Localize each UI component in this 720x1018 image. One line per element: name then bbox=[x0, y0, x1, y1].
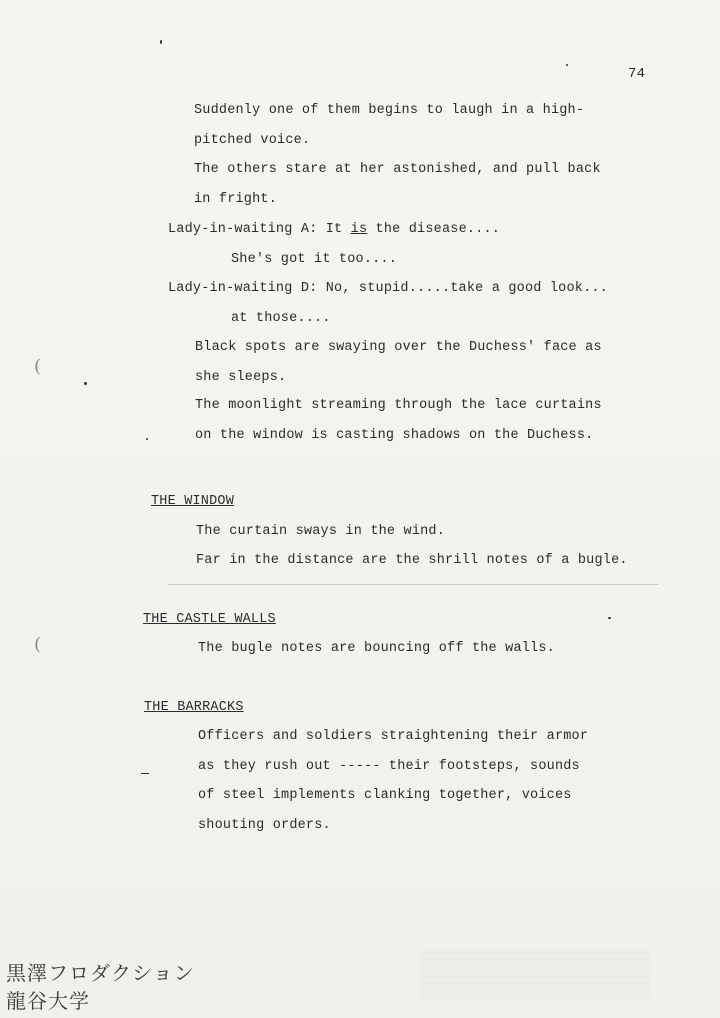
script-line: in fright. bbox=[194, 192, 278, 207]
watermark-line: 黒澤フロダクション bbox=[6, 961, 195, 985]
paper-speck bbox=[141, 773, 149, 774]
paper-speck bbox=[566, 64, 568, 66]
script-line: as they rush out ----- their footsteps, sounds bbox=[198, 759, 580, 774]
script-line: The others stare at her astonished, and pull back bbox=[194, 162, 601, 177]
dialogue-line-lady-a bbox=[168, 222, 500, 238]
paper-speck bbox=[146, 438, 148, 440]
dialogue-text: the disease.... bbox=[367, 222, 501, 237]
script-line: Black spots are swaying over the Duchess' face as bbox=[195, 340, 602, 355]
script-line: of steel implements clanking together, voices bbox=[198, 788, 572, 803]
script-line: Far in the distance are the shrill notes of a bugle. bbox=[196, 553, 628, 568]
watermark-line: 龍谷大学 bbox=[6, 989, 90, 1013]
bleed-through-text bbox=[420, 950, 650, 1000]
paper-speck bbox=[84, 382, 87, 385]
dialogue-text: Lady-in-waiting A: It bbox=[168, 222, 351, 237]
divider-line bbox=[168, 584, 658, 585]
binder-hole-mark: ( bbox=[34, 356, 42, 377]
script-line: The moonlight streaming through the lace curtains bbox=[195, 398, 602, 413]
paper-speck bbox=[608, 617, 611, 619]
dialogue-continuation: at those.... bbox=[231, 311, 331, 326]
script-line: she sleeps. bbox=[195, 370, 287, 385]
script-line: Suddenly one of them begins to laugh in a high- bbox=[194, 103, 585, 118]
binder-hole-mark: ( bbox=[34, 634, 42, 655]
page-number: 74 bbox=[628, 66, 646, 82]
dialogue-continuation: She's got it too.... bbox=[231, 252, 398, 267]
script-line: The bugle notes are bouncing off the walls. bbox=[198, 641, 555, 656]
paper-speck bbox=[160, 40, 162, 44]
scene-heading-window: THE WINDOW bbox=[151, 494, 235, 509]
script-line: The curtain sways in the wind. bbox=[196, 524, 446, 539]
scene-heading-barracks: THE BARRACKS bbox=[144, 700, 244, 715]
scene-heading-castle-walls: THE CASTLE WALLS bbox=[143, 612, 276, 627]
script-line: Officers and soldiers straightening their armor bbox=[198, 729, 589, 744]
dialogue-line-lady-d: Lady-in-waiting D: No, stupid.....take a good look... bbox=[168, 281, 608, 296]
script-line: shouting orders. bbox=[198, 818, 331, 833]
emphasis-word: is bbox=[350, 222, 368, 237]
script-line: pitched voice. bbox=[194, 133, 311, 148]
script-line: on the window is casting shadows on the Duchess. bbox=[195, 428, 594, 443]
